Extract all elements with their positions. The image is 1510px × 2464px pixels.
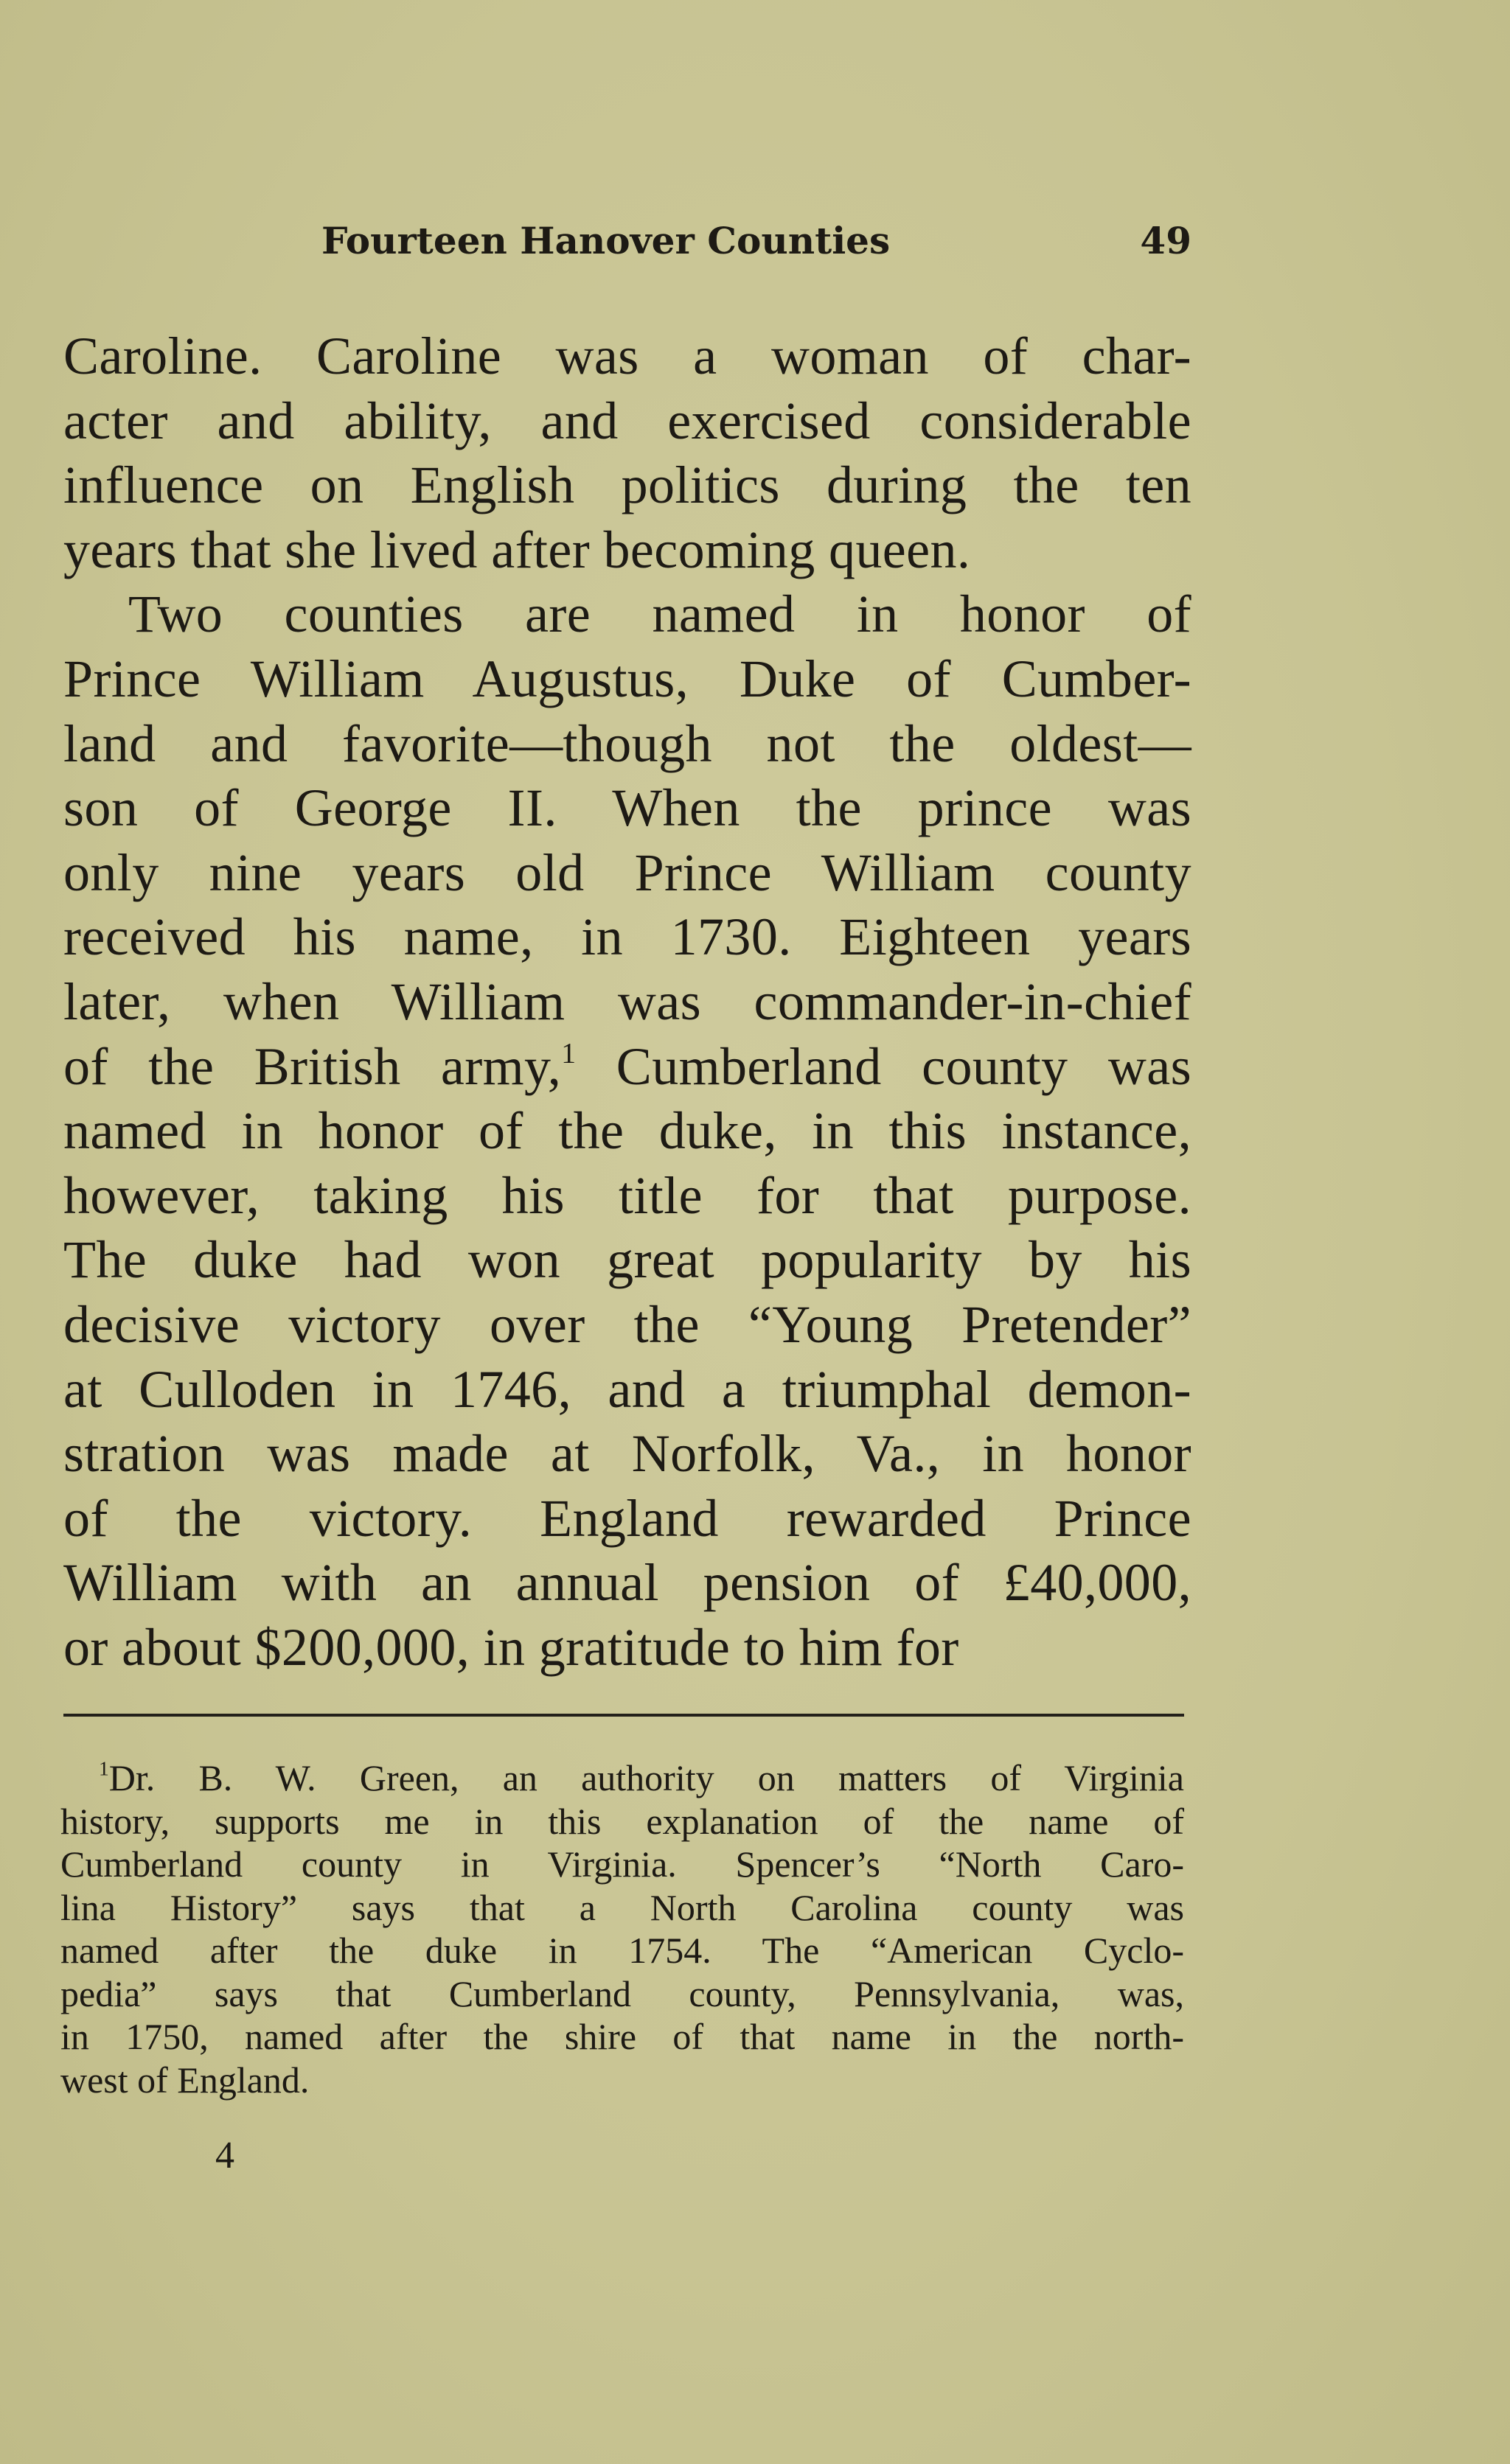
text-line: Prince William Augustus, Duke of Cumber- <box>63 649 1191 708</box>
running-head-title: Fourteen Hanover Counties <box>321 219 891 262</box>
footnote-line: pedia” says that Cumberland county, Pennsylvania, was, <box>60 1972 1184 2014</box>
footnote-line: history, supports me in this explanation of the name of <box>60 1800 1184 1842</box>
text-line: land and favorite—though not the oldest— <box>63 713 1191 773</box>
text-fragment: of the British army, <box>63 1036 562 1096</box>
footnote-line: lina History” says that a North Carolina county was <box>60 1886 1184 1928</box>
text-line: Caroline. Caroline was a woman of char- <box>63 327 1191 385</box>
text-line: stration was made at Norfolk, Va., in honor <box>63 1424 1191 1484</box>
footnote-line: Cumberland county in Virginia. Spencer’s “North Caro- <box>60 1843 1184 1885</box>
text-line: however, taking his title for that purpose. <box>63 1165 1191 1225</box>
text-line: or about $200,000, in gratitude to him for <box>63 1617 959 1677</box>
text-line: acter and ability, and exercised considerable <box>63 391 1191 450</box>
footnote-line: in 1750, named after the shire of that name in the north- <box>60 2016 1184 2057</box>
page-number: 49 <box>1140 219 1191 262</box>
footnote-line: west of England. <box>60 2059 310 2101</box>
text-line: at Culloden in 1746, and a triumphal demon- <box>63 1359 1191 1419</box>
text-line: received his name, in 1730. Eighteen years <box>63 907 1191 967</box>
body-text <box>63 324 1191 1680</box>
footnote-marker: 1 <box>99 1756 109 1780</box>
text-line: of the victory. England rewarded Prince <box>63 1488 1191 1548</box>
footnote-divider <box>63 1714 1184 1717</box>
paragraph-1 <box>63 324 1191 582</box>
text-line: son of George II. When the prince was <box>63 778 1191 838</box>
footnote <box>60 1756 1184 2101</box>
running-head <box>63 215 1191 267</box>
text-line: named in honor of the duke, in this instance, <box>63 1101 1191 1161</box>
text-line-with-footnote-ref <box>63 1035 1191 1100</box>
text-line: later, when William was commander-in-chief <box>63 971 1191 1031</box>
footnote-reference[interactable]: 1 <box>561 1036 577 1069</box>
text-line: The duke had won great popularity by his <box>63 1230 1191 1290</box>
text-line: influence on English politics during the ten <box>63 456 1191 515</box>
footnote-line <box>60 1756 1184 1800</box>
footnote-line: named after the duke in 1754. The “American Cyclo- <box>60 1930 1184 1971</box>
text-line: Two counties are named in honor of <box>128 584 1191 644</box>
signature-mark: 4 <box>215 2135 234 2177</box>
text-fragment: Cumberland county was <box>576 1036 1191 1096</box>
text-line: years that she lived after becoming queen. <box>63 520 971 579</box>
text-fragment: Dr. B. W. Green, an authority on matters of Virginia <box>108 1757 1184 1798</box>
text-line: decisive victory over the “Young Pretender” <box>63 1294 1191 1354</box>
text-line: William with an annual pension of £40,000, <box>63 1553 1191 1613</box>
text-line: only nine years old Prince William county <box>63 842 1191 902</box>
paragraph-2 <box>63 582 1191 1680</box>
